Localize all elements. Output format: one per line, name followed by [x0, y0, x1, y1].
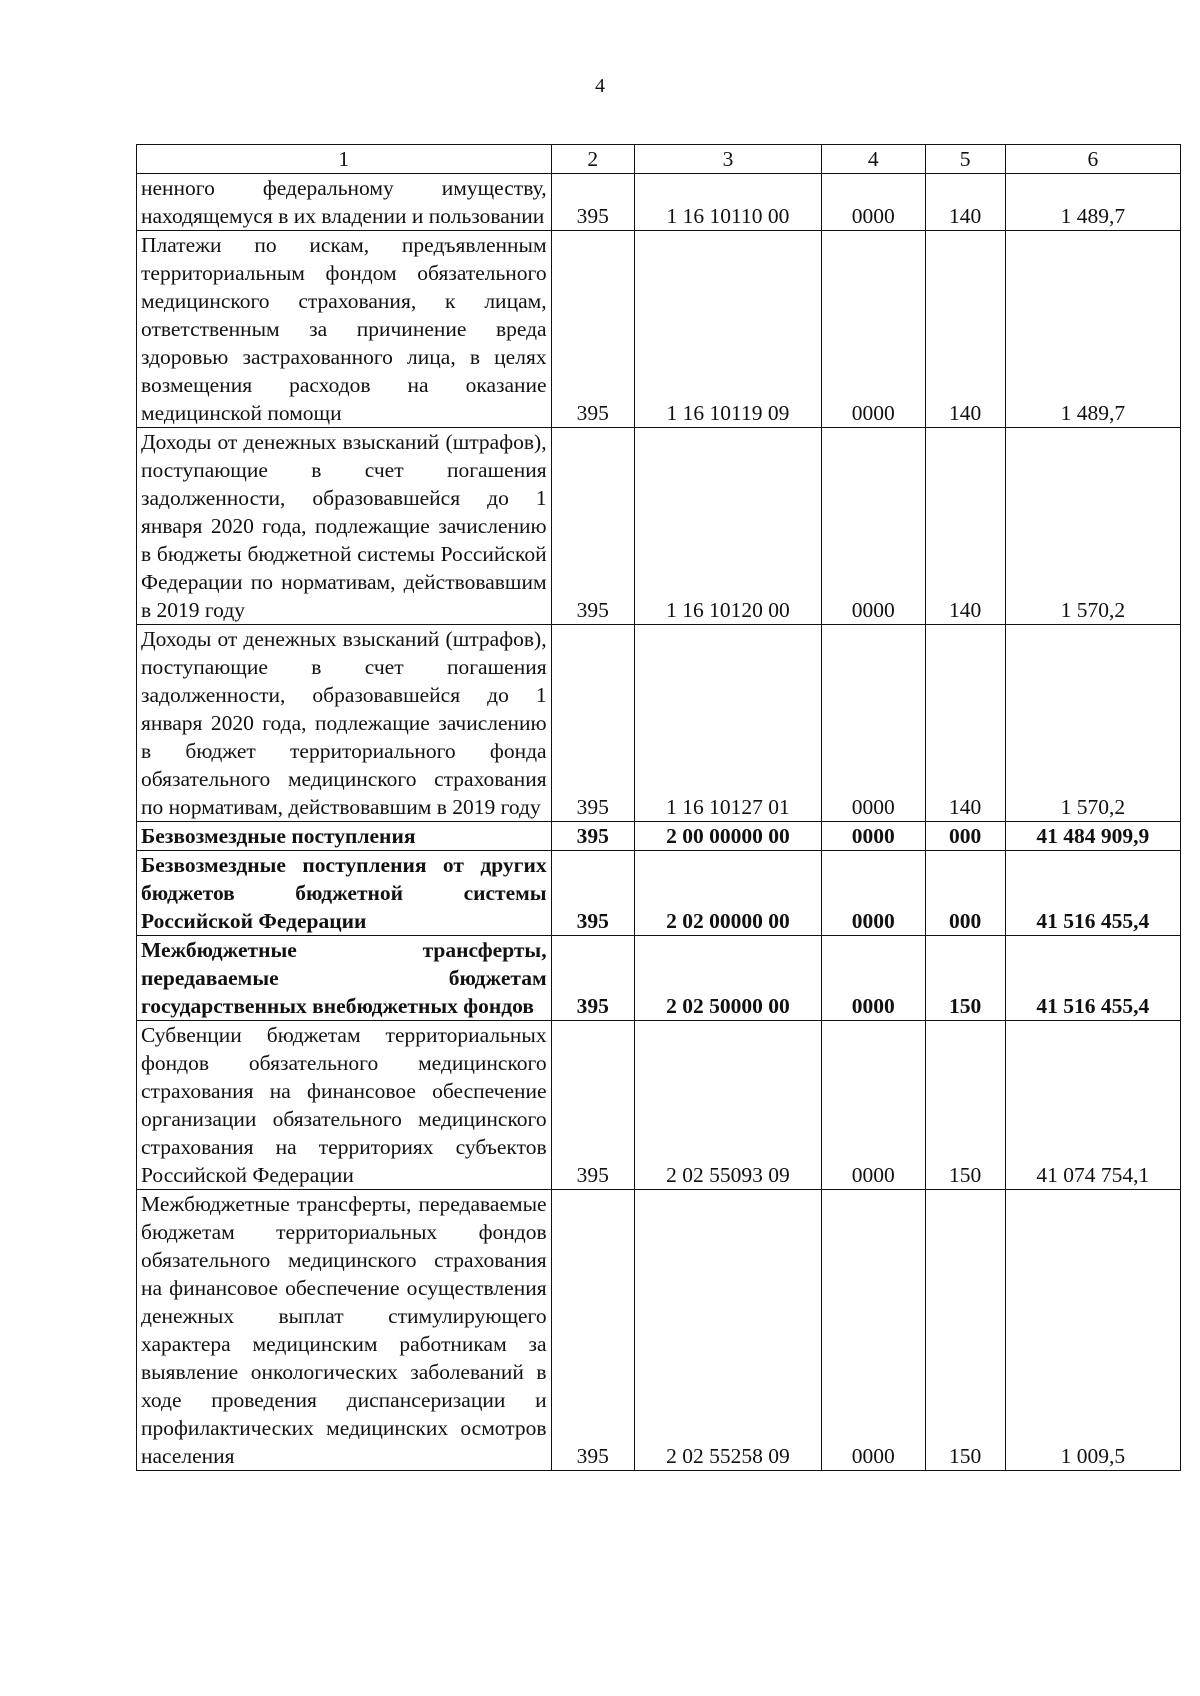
income-name-cell: Доходы от денежных взысканий (штрафов), поступающие в счет погашения задолженности, образовавшейся до 1 января 2020 года, подлежащие зачислению в бюджет территориального фонда обязательного медицинского страхования по нормативам, действовавшим в 2019 году — [137, 625, 552, 822]
income-name-cell: Безвозмездные поступления — [137, 822, 552, 851]
subcode-cell: 0000 — [821, 1190, 925, 1471]
budget-code-cell: 1 16 10120 00 — [634, 428, 821, 625]
income-name-cell: Безвозмездные поступления от других бюджетов бюджетной системы Российской Федерации — [137, 851, 552, 936]
income-name-cell: ненного федеральному имуществу, находящемуся в их владении и пользовании — [137, 174, 552, 231]
subcode-cell: 0000 — [821, 625, 925, 822]
subcode-cell: 0000 — [821, 231, 925, 428]
kind-code-cell: 000 — [925, 822, 1005, 851]
admin-code-cell: 395 — [551, 428, 634, 625]
budget-code-cell: 2 00 00000 00 — [634, 822, 821, 851]
amount-cell: 1 570,2 — [1005, 625, 1180, 822]
subcode-cell: 0000 — [821, 1021, 925, 1190]
income-name-cell: Доходы от денежных взысканий (штрафов), поступающие в счет погашения задолженности, образовавшейся до 1 января 2020 года, подлежащие зачислению в бюджеты бюджетной системы Российской Федерации по нормативам, действовавшим в 2019 году — [137, 428, 552, 625]
table-row — [137, 231, 1181, 428]
income-name-cell: Платежи по искам, предъявленным территориальным фондом обязательного медицинского страхования, к лицам, ответственным за причинение вреда здоровью застрахованного лица, в целях возмещения расходов на оказание медицинской помощи — [137, 231, 552, 428]
income-name-cell: Субвенции бюджетам территориальных фондов обязательного медицинского страхования на финансовое обеспечение организации обязательного медицинского страхования на территориях субъектов Российской Федерации — [137, 1021, 552, 1190]
kind-code-cell: 150 — [925, 1190, 1005, 1471]
kind-code-cell: 140 — [925, 428, 1005, 625]
admin-code-cell: 395 — [551, 174, 634, 231]
admin-code-cell: 395 — [551, 625, 634, 822]
budget-code-cell: 2 02 50000 00 — [634, 936, 821, 1021]
subcode-cell: 0000 — [821, 851, 925, 936]
budget-code-cell: 1 16 10110 00 — [634, 174, 821, 231]
amount-cell: 1 570,2 — [1005, 428, 1180, 625]
kind-code-cell: 140 — [925, 174, 1005, 231]
budget-code-cell: 1 16 10119 09 — [634, 231, 821, 428]
amount-cell: 41 484 909,9 — [1005, 822, 1180, 851]
table-row — [137, 428, 1181, 625]
amount-cell: 1 489,7 — [1005, 174, 1180, 231]
column-header-6: 6 — [1005, 145, 1180, 174]
column-header-2: 2 — [551, 145, 634, 174]
column-header-3: 3 — [634, 145, 821, 174]
kind-code-cell: 150 — [925, 1021, 1005, 1190]
column-header-5: 5 — [925, 145, 1005, 174]
admin-code-cell: 395 — [551, 851, 634, 936]
admin-code-cell: 395 — [551, 231, 634, 428]
page-number: 4 — [595, 75, 605, 97]
table-body — [137, 174, 1181, 1471]
amount-cell: 1 489,7 — [1005, 231, 1180, 428]
subcode-cell: 0000 — [821, 174, 925, 231]
column-header-1: 1 — [137, 145, 552, 174]
budget-code-cell: 2 02 55093 09 — [634, 1021, 821, 1190]
table-row-bold — [137, 936, 1181, 1021]
amount-cell: 41 516 455,4 — [1005, 936, 1180, 1021]
admin-code-cell: 395 — [551, 822, 634, 851]
column-header-4: 4 — [821, 145, 925, 174]
revenue-table — [136, 144, 1181, 1471]
budget-code-cell: 2 02 00000 00 — [634, 851, 821, 936]
kind-code-cell: 150 — [925, 936, 1005, 1021]
amount-cell: 41 074 754,1 — [1005, 1021, 1180, 1190]
subcode-cell: 0000 — [821, 428, 925, 625]
table-row — [137, 174, 1181, 231]
amount-cell: 1 009,5 — [1005, 1190, 1180, 1471]
admin-code-cell: 395 — [551, 1021, 634, 1190]
table-row — [137, 625, 1181, 822]
admin-code-cell: 395 — [551, 936, 634, 1021]
budget-code-cell: 2 02 55258 09 — [634, 1190, 821, 1471]
income-name-cell: Межбюджетные трансферты, передаваемые бюджетам государственных внебюджетных фондов — [137, 936, 552, 1021]
subcode-cell: 0000 — [821, 822, 925, 851]
amount-cell: 41 516 455,4 — [1005, 851, 1180, 936]
table-row — [137, 1190, 1181, 1471]
kind-code-cell: 140 — [925, 625, 1005, 822]
table-row-bold — [137, 851, 1181, 936]
budget-code-cell: 1 16 10127 01 — [634, 625, 821, 822]
table-row-bold — [137, 822, 1181, 851]
income-name-cell: Межбюджетные трансферты, передаваемые бюджетам территориальных фондов обязательного медицинского страхования на финансовое обеспечение осуществления денежных выплат стимулирующего характера медицинским работникам за выявление онкологических заболеваний в ходе проведения диспансеризации и профилактических медицинских осмотров населения — [137, 1190, 552, 1471]
admin-code-cell: 395 — [551, 1190, 634, 1471]
subcode-cell: 0000 — [821, 936, 925, 1021]
kind-code-cell: 140 — [925, 231, 1005, 428]
table-header-row — [137, 145, 1181, 174]
table-row — [137, 1021, 1181, 1190]
kind-code-cell: 000 — [925, 851, 1005, 936]
